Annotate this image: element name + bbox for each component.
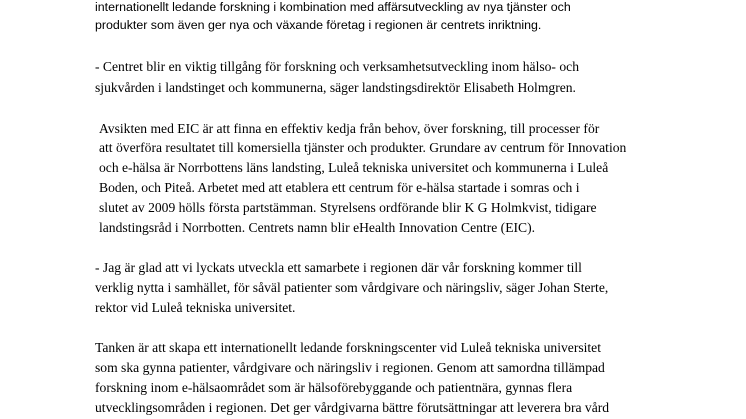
idea-line: utvecklingsområden i regionen. Det ger vårdgivarna bättre förutsättningar att leverera bra vård bbox=[95, 400, 610, 415]
quote-line: - Jag är glad att vi lyckats utveckla ett samarbete i regionen där vår forskning kommer till bbox=[95, 260, 582, 275]
quote-line: rektor vid Luleå tekniska universitet. bbox=[95, 300, 296, 315]
purpose-line: och e-hälsa är Norrbottens läns landsting, Luleå tekniska universitet och kommunerna i Luleå bbox=[99, 160, 609, 175]
purpose-line: slutet av 2009 hölls första partstämman. Styrelsens ordförande blir K G Holmkvist, tidigare bbox=[99, 200, 597, 215]
quote-line: - Centret blir en viktig tillgång för forskning och verksamhetsutveckling inom hälso- och bbox=[95, 59, 579, 74]
quote-line: sjukvården i landstinget och kommunerna, säger landstingsdirektör Elisabeth Holmgren. bbox=[95, 80, 576, 95]
idea-line: som ska gynna patienter, vårdgivare och näringsliv i regionen. Genom att samordna tillämpad bbox=[95, 360, 605, 375]
purpose-line: Boden, och Piteå. Arbetet med att etablera ett centrum för e-hälsa startade i somras och i bbox=[99, 180, 580, 195]
idea-line: Tanken är att skapa ett internationellt ledande forskningscenter vid Luleå tekniska universitet bbox=[95, 340, 601, 355]
purpose-line: Avsikten med EIC är att finna en effektiv kedja från behov, över forskning, till processer för bbox=[99, 121, 600, 136]
intro-line: internationellt ledande forskning i kombination med affärsutveckling av nya tjänster och bbox=[95, 0, 571, 14]
purpose-line: landstingsråd i Norrbotten. Centrets namn blir eHealth Innovation Centre (EIC). bbox=[99, 220, 536, 235]
intro-line: produkter som även ger nya och växande företag i regionen är centrets inriktning. bbox=[95, 18, 542, 32]
purpose-line: att överföra resultatet till komersiella tjänster och produkter. Grundare av centrum för Innovation bbox=[99, 140, 627, 155]
idea-line: forskning inom e-hälsaområdet som är hälsoförebyggande och patientnära, gynnas flera bbox=[95, 380, 573, 395]
quote-line: verklig nytta i samhället, för såväl patienter som vårdgivare och näringsliv, säger Johan Sterte, bbox=[95, 280, 609, 295]
